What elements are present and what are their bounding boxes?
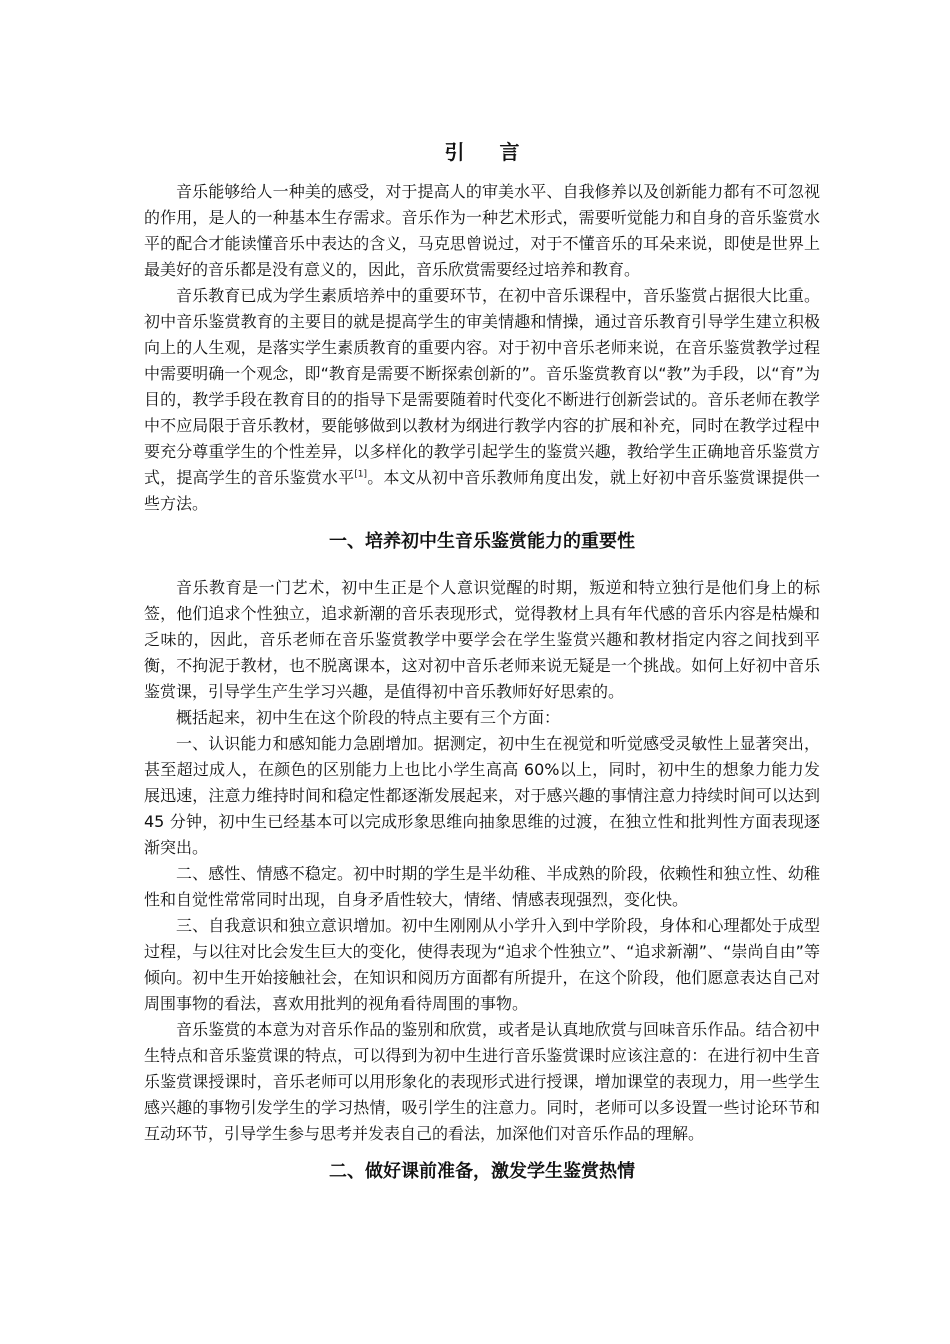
document-title: 引 言: [444, 140, 534, 164]
reference-mark: [1]: [354, 469, 368, 480]
section-heading-1: 一、培养初中生音乐鉴赏能力的重要性: [329, 531, 635, 552]
document-page: [144, 128, 820, 1205]
section1-paragraph-4: 二、感性、情感不稳定。初中时期的学生是半幼稚、半成熟的阶段，依赖性和独立性、幼稚性和自觉性常常同时出现，自身矛盾性较大，情绪、情感表现强烈，变化快。: [144, 864, 820, 909]
intro-paragraph-2: [144, 283, 820, 517]
intro-paragraph-2-tail: 。本文从初中音乐教师角度出发，就上好初中音乐鉴赏课提供一些方法。: [144, 468, 820, 513]
section1-paragraph-6: 音乐鉴赏的本意为对音乐作品的鉴别和欣赏，或者是认真地欣赏与回味音乐作品。结合初中生特点和音乐鉴赏课的特点，可以得到为初中生进行音乐鉴赏课时应该注意的：在进行初中生音乐鉴赏课授课时，音乐老师可以用形象化的表现形式进行授课，增加课堂的表现力，用一些学生感兴趣的事物引发学生的学习热情，吸引学生的注意力。同时，老师可以多设置一些讨论环节和互动环节，引导学生参与思考并发表自己的看法，加深他们对音乐作品的理解。: [144, 1020, 820, 1143]
section-heading-2: 二、做好课前准备，激发学生鉴赏热情: [329, 1161, 635, 1182]
section1-paragraph-1: 音乐教育是一门艺术，初中生正是个人意识觉醒的时期，叛逆和特立独行是他们身上的标签，他们追求个性独立，追求新潮的音乐表现形式，觉得教材上具有年代感的音乐内容是枯燥和乏味的，因此，音乐老师在音乐鉴赏教学中要学会在学生鉴赏兴趣和教材指定内容之间找到平衡，不拘泥于教材，也不脱离课本，这对初中音乐老师来说无疑是一个挑战。如何上好初中音乐鉴赏课，引导学生产生学习兴趣，是值得初中音乐教师好好思索的。: [144, 578, 820, 701]
section1-paragraph-2: 概括起来，初中生在这个阶段的特点主要有三个方面：: [176, 708, 561, 727]
intro-paragraph-2-text: 音乐教育已成为学生素质培养中的重要环节，在初中音乐课程中，音乐鉴赏占据很大比重。初中音乐鉴赏教育的主要目的就是提高学生的审美情趣和情操，通过音乐教育引导学生建立积极向上的人生观，是落实学生素质教育的重要内容。对于初中音乐老师来说，在音乐鉴赏教学过程中需要明确一个观念，即“教育是需要不断探索创新的”。音乐鉴赏教育以“教”为手段，以“育”为目的，教学手段在教育目的的指导下是需要随着时代变化不断进行创新尝试的。音乐老师在教学中不应局限于音乐教材，要能够做到以教材为纲进行教学内容的扩展和补充，同时在教学过程中要充分尊重学生的个性差异，以多样化的教学引起学生的鉴赏兴趣，教给学生正确地音乐鉴赏方式，提高学生的音乐鉴赏水平: [144, 286, 820, 487]
intro-paragraph-1: 音乐能够给人一种美的感受，对于提高人的审美水平、自我修养以及创新能力都有不可忽视的作用，是人的一种基本生存需求。音乐作为一种艺术形式，需要听觉能力和自身的音乐鉴赏水平的配合才能读懂音乐中表达的含义，马克思曾说过，对于不懂音乐的耳朵来说，即使是世界上最美好的音乐都是没有意义的，因此，音乐欣赏需要经过培养和教育。: [144, 182, 820, 279]
section1-paragraph-5: 三、自我意识和独立意识增加。初中生刚刚从小学升入到中学阶段，身体和心理都处于成型过程，与以往对比会发生巨大的变化，使得表现为“追求个性独立”、“追求新潮”、“崇尚自由”等倾向。初中生开始接触社会，在知识和阅历方面都有所提升，在这个阶段，他们愿意表达自己对周围事物的看法，喜欢用批判的视角看待周围的事物。: [144, 916, 820, 1013]
section1-paragraph-3: 一、认识能力和感知能力急剧增加。据测定，初中生在视觉和听觉感受灵敏性上显著突出，甚至超过成人，在颜色的区别能力上也比小学生高高 60%以上，同时，初中生的想象力能力发展迅速，注意力维持时间和稳定性都逐渐发展起来，对于感兴趣的事情注意力持续时间可以达到 45 分钟，初中生已经基本可以完成形象思维向抽象思维的过渡，在独立性和批判性方面表现逐渐突出。: [144, 734, 820, 857]
